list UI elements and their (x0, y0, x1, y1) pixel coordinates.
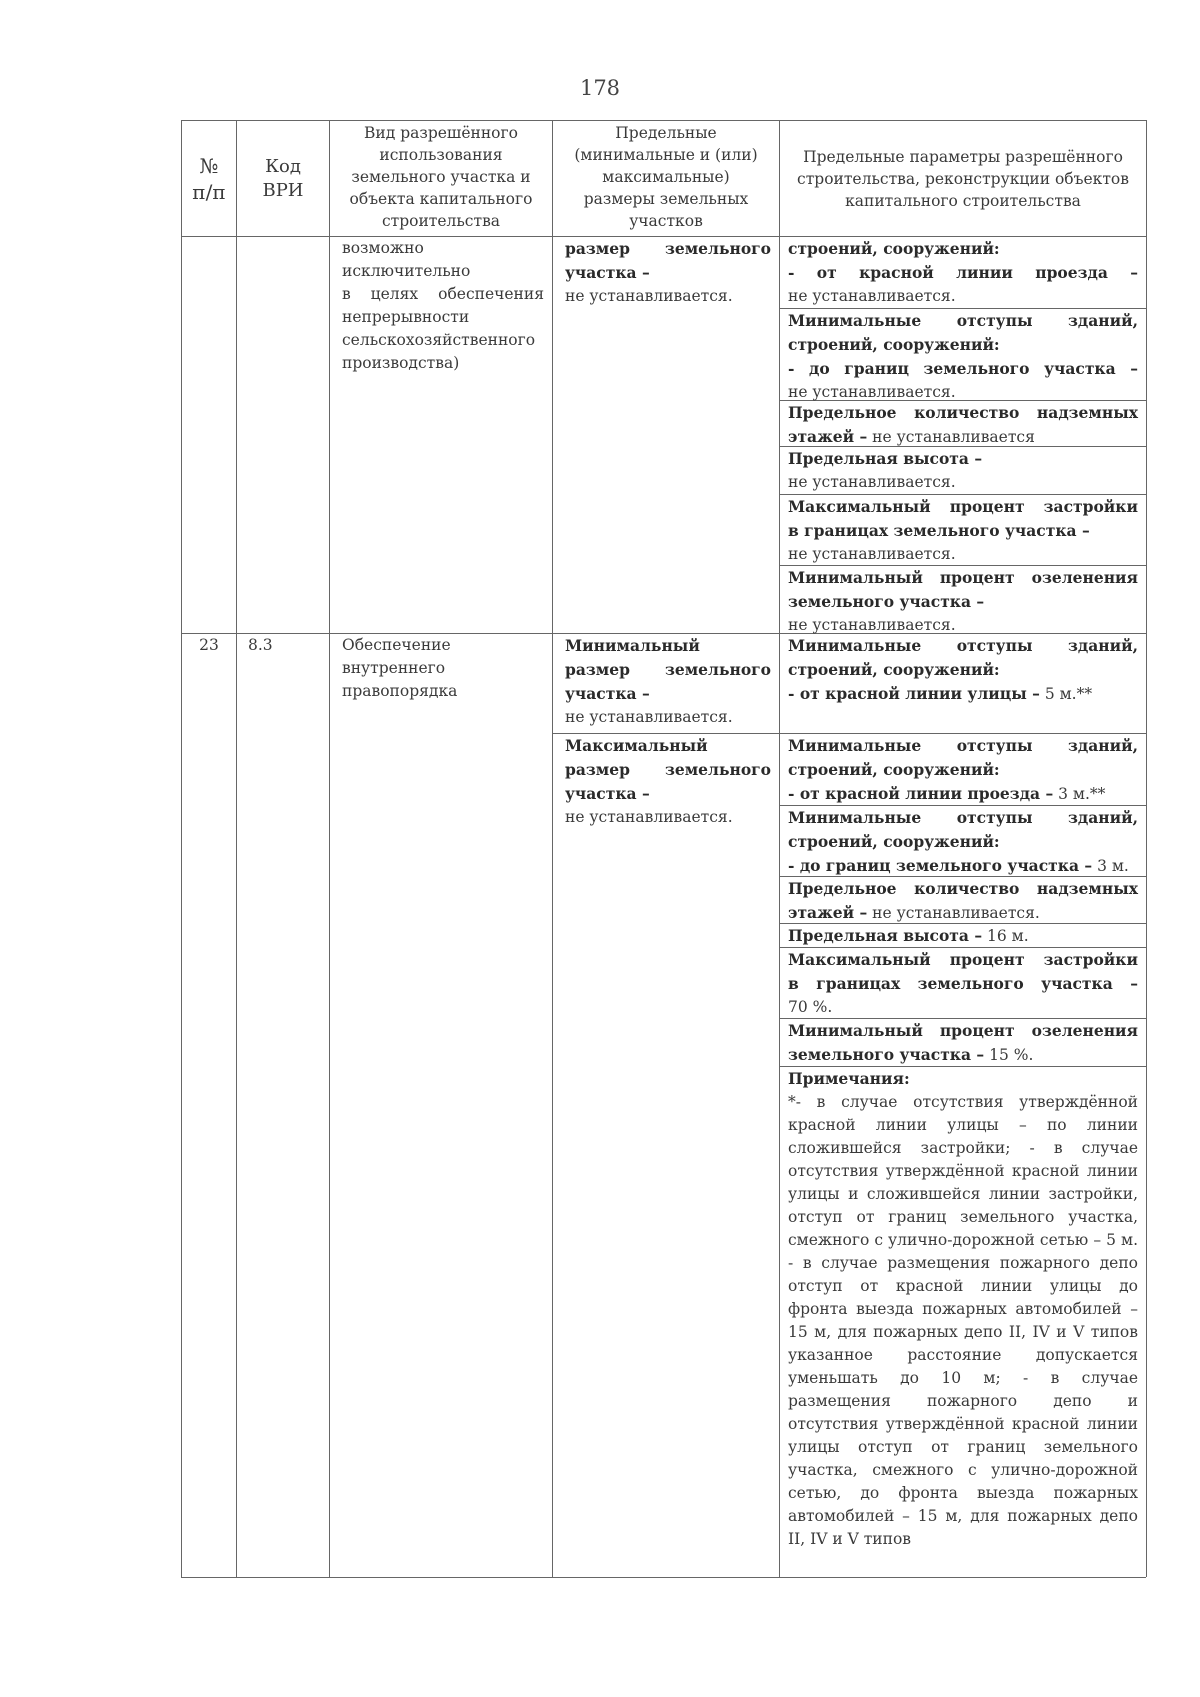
continuation-param-4: Предельная высота – не устанавливается. (788, 449, 983, 491)
row-23-param-e: Предельная высота – 16 м. (788, 926, 1029, 945)
continuation-size: размер земельного участка – не устанавливается. (565, 239, 771, 305)
row-23-param-d: Предельное количество надземных этажей – не устанавливается. (788, 879, 1138, 922)
continuation-param-2: Минимальные отступы зданий, строений, сооружений: - до границ земельного участка – не устанавливается. (788, 311, 1138, 401)
header-params: Предельные параметры разрешённого строительства, реконструкции объектов капитального строительства (797, 148, 1129, 210)
row-23-notes: Примечания: *- в случае отсутствия утверждённой красной линии улицы – по линии сложившейся застройки; - в случае отсутствия утверждённой красной линии улицы и сложившейся линии застройки, отступ от границ земельного участка, смежного с улично-дорожной сетью – 5 м. - в случае размещения пожарного депо отступ от красной линии улицы до фронта выезда пожарных автомобилей – 15 м, для пожарных депо II, IV и V типов указанное расстояние допускается уменьшать до 10 м; - в случае размещения пожарного депо и отсутствия утверждённой красной линии улицы отступ от границ земельного участка, смежного с улично-дорожной сетью, до фронта выезда пожарных автомобилей – 15 м, для пожарных депо II, IV и V типов (788, 1069, 1138, 1548)
header-number: № п/п (192, 154, 226, 204)
row-23-min-size: Минимальный размер земельного участка – не устанавливается. (565, 636, 771, 726)
continuation-param-6: Минимальный процент озеленения земельного участка – не устанавливается. (788, 568, 1138, 634)
row-23-max-size: Максимальный размер земельного участка – не устанавливается. (565, 736, 771, 826)
header-kind: Вид разрешённого использования земельного участка и объекта капитального строительства (349, 124, 533, 230)
row-23-param-a: Минимальные отступы зданий, строений, сооружений: - от красной линии улицы – 5 м.** (788, 636, 1138, 703)
row-23-param-b: Минимальные отступы зданий, строений, сооружений: - от красной линии проезда – 3 м.** (788, 736, 1138, 803)
row-23-code: 8.3 (248, 636, 273, 654)
row-23-number: 23 (199, 636, 219, 654)
page-number: 178 (579, 76, 621, 100)
row-23-param-f: Максимальный процент застройки в границах земельного участка – 70 %. (788, 950, 1138, 1016)
continuation-param-1: строений, сооружений: - от красной линии проезда – не устанавливается. (788, 239, 1138, 305)
header-code: Код ВРИ (262, 156, 304, 201)
row-23-kind: Обеспечение внутреннего правопорядка (342, 636, 458, 700)
row-23-param-c: Минимальные отступы зданий, строений, сооружений: - до границ земельного участка – 3 м. (788, 808, 1138, 875)
row-23-param-g: Минимальный процент озеленения земельного участка – 15 %. (788, 1021, 1138, 1064)
continuation-param-3: Предельное количество надземных этажей – не устанавливается (788, 403, 1138, 446)
header-plot-sizes: Предельные (минимальные и (или) максимальные) размеры земельных участков (574, 124, 758, 230)
continuation-param-5: Максимальный процент застройки в границах земельного участка – не устанавливается. (788, 497, 1138, 563)
continuation-kind: возможно исключительно в целях обеспечения непрерывности сельскохозяйственного производства) (342, 239, 544, 372)
